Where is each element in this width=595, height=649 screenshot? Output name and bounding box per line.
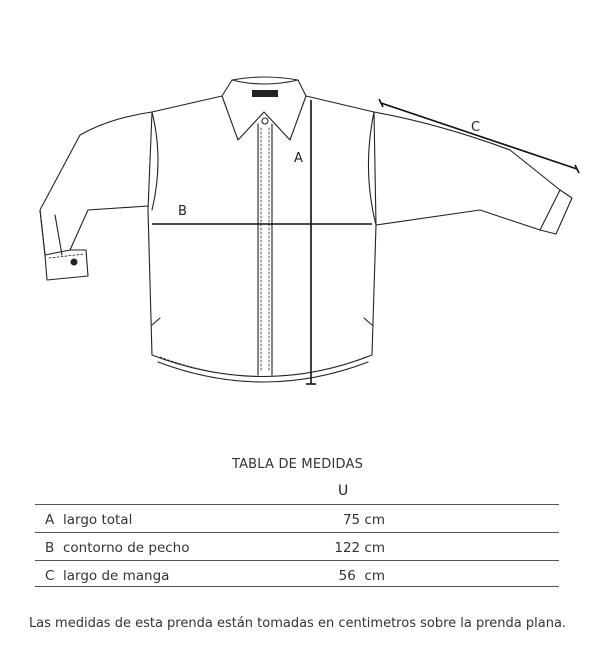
- collar-label-tag: [252, 90, 278, 97]
- collar-button: [262, 118, 268, 124]
- row-label: [45, 512, 132, 528]
- collar-band: [232, 80, 298, 84]
- left-sleeve-seam: [152, 112, 158, 210]
- table-row: [45, 540, 545, 562]
- collar: [222, 77, 306, 140]
- row-name: largo de manga: [63, 568, 170, 584]
- row-letter: B: [45, 540, 55, 556]
- left-side-slit: [152, 318, 160, 325]
- row-value: 122 cm: [334, 540, 385, 556]
- left-cuff-placket: [55, 215, 62, 255]
- row-value: 75 cm: [342, 512, 385, 528]
- label-c: C: [471, 120, 481, 135]
- row-name: largo total: [63, 512, 133, 528]
- table-rule: [35, 586, 559, 587]
- table-title: TABLA DE MEDIDAS: [231, 457, 364, 472]
- size-column-header: U: [338, 483, 349, 499]
- label-b: B: [178, 204, 187, 219]
- row-value: 56 cm: [338, 568, 385, 584]
- left-cuff-button: [71, 259, 78, 266]
- left-sleeve: [40, 112, 152, 255]
- label-a: A: [294, 151, 303, 166]
- row-label: [45, 540, 190, 556]
- left-cuff: [40, 210, 88, 280]
- row-letter: A: [45, 512, 55, 528]
- table-rule: [35, 560, 559, 561]
- table-row: [45, 512, 545, 534]
- right-cuff: [540, 190, 572, 234]
- right-side-slit: [364, 318, 372, 325]
- table-rule: [35, 504, 559, 505]
- row-letter: C: [45, 568, 55, 584]
- left-cuff-stitch: [49, 254, 84, 258]
- shirt-hem-band: [158, 362, 368, 382]
- footnote: Las medidas de esta prenda están tomadas en centimetros sobre la prenda plana.: [28, 616, 567, 631]
- right-sleeve: [374, 112, 560, 230]
- table-rule: [35, 532, 559, 533]
- measure-line-c: [381, 103, 577, 169]
- row-label: [45, 568, 169, 584]
- row-name: contorno de pecho: [63, 540, 190, 556]
- shirt-body-outline: [148, 96, 376, 377]
